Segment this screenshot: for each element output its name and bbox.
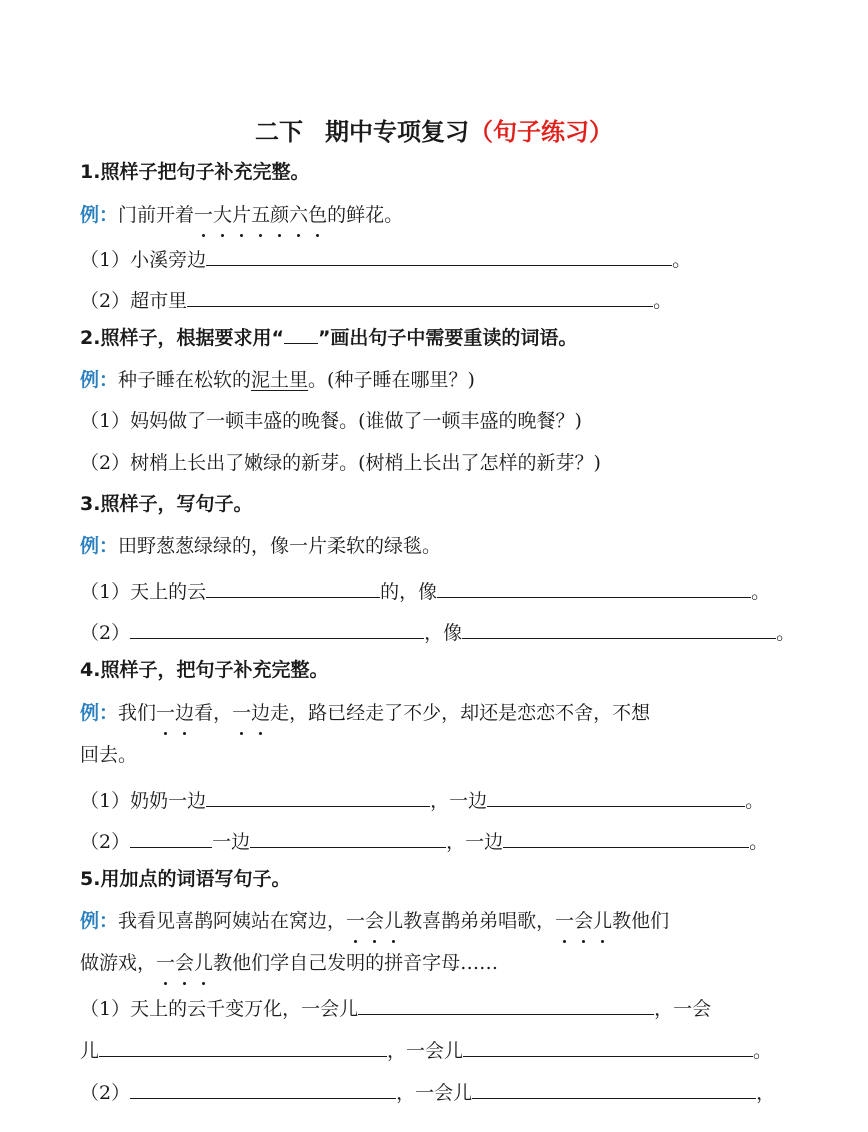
section-3-heading: 3.照样子，写句子。 [80,493,253,515]
dotted-char: 会 [365,910,385,932]
answer-blank[interactable] [130,616,424,639]
section-5-heading: 5.用加点的词语写句子。 [80,868,291,890]
page-title [0,112,868,147]
dotted-char: 色 [308,204,328,226]
answer-blank[interactable] [462,616,776,639]
section-4-example [80,700,790,726]
question-label: （1）天上的云千变万化，一会儿 [80,998,359,1020]
period: 。 [745,790,765,812]
question-label: （2） [80,622,131,644]
title-subject: 期中专项复习 [325,118,469,146]
dotted-words [194,204,327,226]
heading-text: ”画出句子中需要重读的词语。 [317,327,578,349]
dotted-char: 一 [156,702,176,724]
section-4-heading: 4.照样子，把句子补充完整。 [80,659,329,681]
dotted-char: 一 [346,910,366,932]
dotted-char: 颜 [270,204,290,226]
underlined-word: 泥土里 [251,369,309,391]
question-text: ， [756,1082,776,1104]
dotted-words [156,952,213,974]
title-topic: （句子练习） [469,118,613,146]
answer-blank[interactable] [187,284,653,307]
example-text: 。(种子睡在哪里？) [308,369,475,391]
question-text: ，一边 [446,831,504,853]
example-text: 教他们学自己发明的拼音字母…… [213,952,499,974]
answer-blank[interactable] [463,1034,753,1057]
answer-blank[interactable] [99,1034,387,1057]
section-4-example-line2: 回去。 [80,744,138,766]
question-label: （2） [80,1082,131,1104]
question-text: 的，像 [380,581,438,603]
section-1-heading: 1.照样子把句子补充完整。 [80,161,310,183]
dotted-char: 六 [289,204,309,226]
answer-blank[interactable] [206,243,672,266]
answer-blank[interactable] [358,992,654,1015]
dotted-char: 边 [175,702,195,724]
example-label: 例： [80,204,119,226]
section-3-example [80,533,790,559]
example-text: 田野葱葱绿绿的，像一片柔软的绿毯。 [118,535,442,557]
section-2-question-2[interactable]: （2）树梢上长出了嫩绿的新芽。(树梢上长出了怎样的新芽？) [80,452,601,474]
period: 。 [672,249,692,271]
question-text: ，一会 [654,998,712,1020]
dotted-words [555,910,612,932]
question-text: 一边 [212,831,251,853]
answer-blank[interactable] [206,784,430,807]
dotted-char: 片 [232,204,252,226]
example-text: 我们 [118,702,157,724]
period: 。 [751,581,771,603]
answer-blank[interactable] [206,575,380,598]
section-4-question-2 [80,825,790,855]
dotted-words [156,702,194,724]
dotted-words [346,910,403,932]
example-text: 的鲜花。 [327,204,404,226]
example-label: 例： [80,702,119,724]
question-label: （1）奶奶一边 [80,790,207,812]
question-label: （2） [80,831,131,853]
question-text: ，一边 [430,790,488,812]
answer-blank[interactable] [130,1076,396,1099]
example-text: 教喜鹊弟弟唱歌， [403,910,556,932]
answer-blank[interactable] [487,784,745,807]
title-grade: 二下 [255,118,303,146]
question-text: 儿 [80,1040,100,1062]
section-5-question-2 [80,1076,790,1106]
dotted-char: 一 [232,702,252,724]
dotted-char: 会 [175,952,195,974]
example-text: 看， [194,702,233,724]
section-3-question-1 [80,575,790,605]
question-label: （2）超市里 [80,290,188,312]
example-text: 种子睡在松软的 [118,369,252,391]
section-1-example [80,202,790,228]
section-1-question-1 [80,243,790,273]
question-text: ，一会儿 [396,1082,473,1104]
example-label: 例： [80,535,119,557]
section-1-question-2 [80,284,790,314]
dotted-char: 儿 [384,910,404,932]
heading-text: 2.照样子，根据要求用“ [80,327,284,349]
dotted-char: 一 [194,204,214,226]
dotted-words [232,702,270,724]
example-text: 走，路已经走了不少，却还是恋恋不舍，不想 [270,702,651,724]
section-5-example-line2 [80,950,790,976]
answer-blank[interactable] [503,825,749,848]
section-5-question-1 [80,992,790,1022]
example-text: 做游戏， [80,952,157,974]
example-label: 例： [80,369,119,391]
period: 。 [776,622,796,644]
section-2-heading [80,325,790,351]
period: 。 [749,831,769,853]
example-text: 门前开着 [118,204,195,226]
period: 。 [753,1040,773,1062]
example-label: 例： [80,910,119,932]
question-text: ，像 [424,622,463,644]
underline-sample [284,325,318,344]
section-2-example [80,367,790,393]
dotted-char: 一 [555,910,575,932]
section-2-question-1[interactable]: （1）妈妈做了一顿丰盛的晚餐。(谁做了一顿丰盛的晚餐？) [80,410,582,432]
question-text: ，一会儿 [387,1040,464,1062]
dotted-char: 儿 [194,952,214,974]
section-5-question-1-line2 [80,1034,790,1064]
dotted-char: 边 [251,702,271,724]
answer-blank[interactable] [437,575,751,598]
dotted-char: 大 [213,204,233,226]
section-5-example [80,908,790,934]
section-4-question-1 [80,784,790,814]
answer-blank[interactable] [250,825,446,848]
question-label: （1）天上的云 [80,581,207,603]
dotted-char: 一 [156,952,176,974]
section-3-question-2 [80,616,796,646]
dotted-char: 儿 [593,910,613,932]
dotted-char: 五 [251,204,271,226]
period: 。 [653,290,673,312]
answer-blank[interactable] [472,1076,756,1099]
answer-blank[interactable] [130,825,212,848]
example-text: 我看见喜鹊阿姨站在窝边， [118,910,347,932]
dotted-char: 会 [574,910,594,932]
example-text: 教他们 [612,910,670,932]
question-label: （1）小溪旁边 [80,249,207,271]
